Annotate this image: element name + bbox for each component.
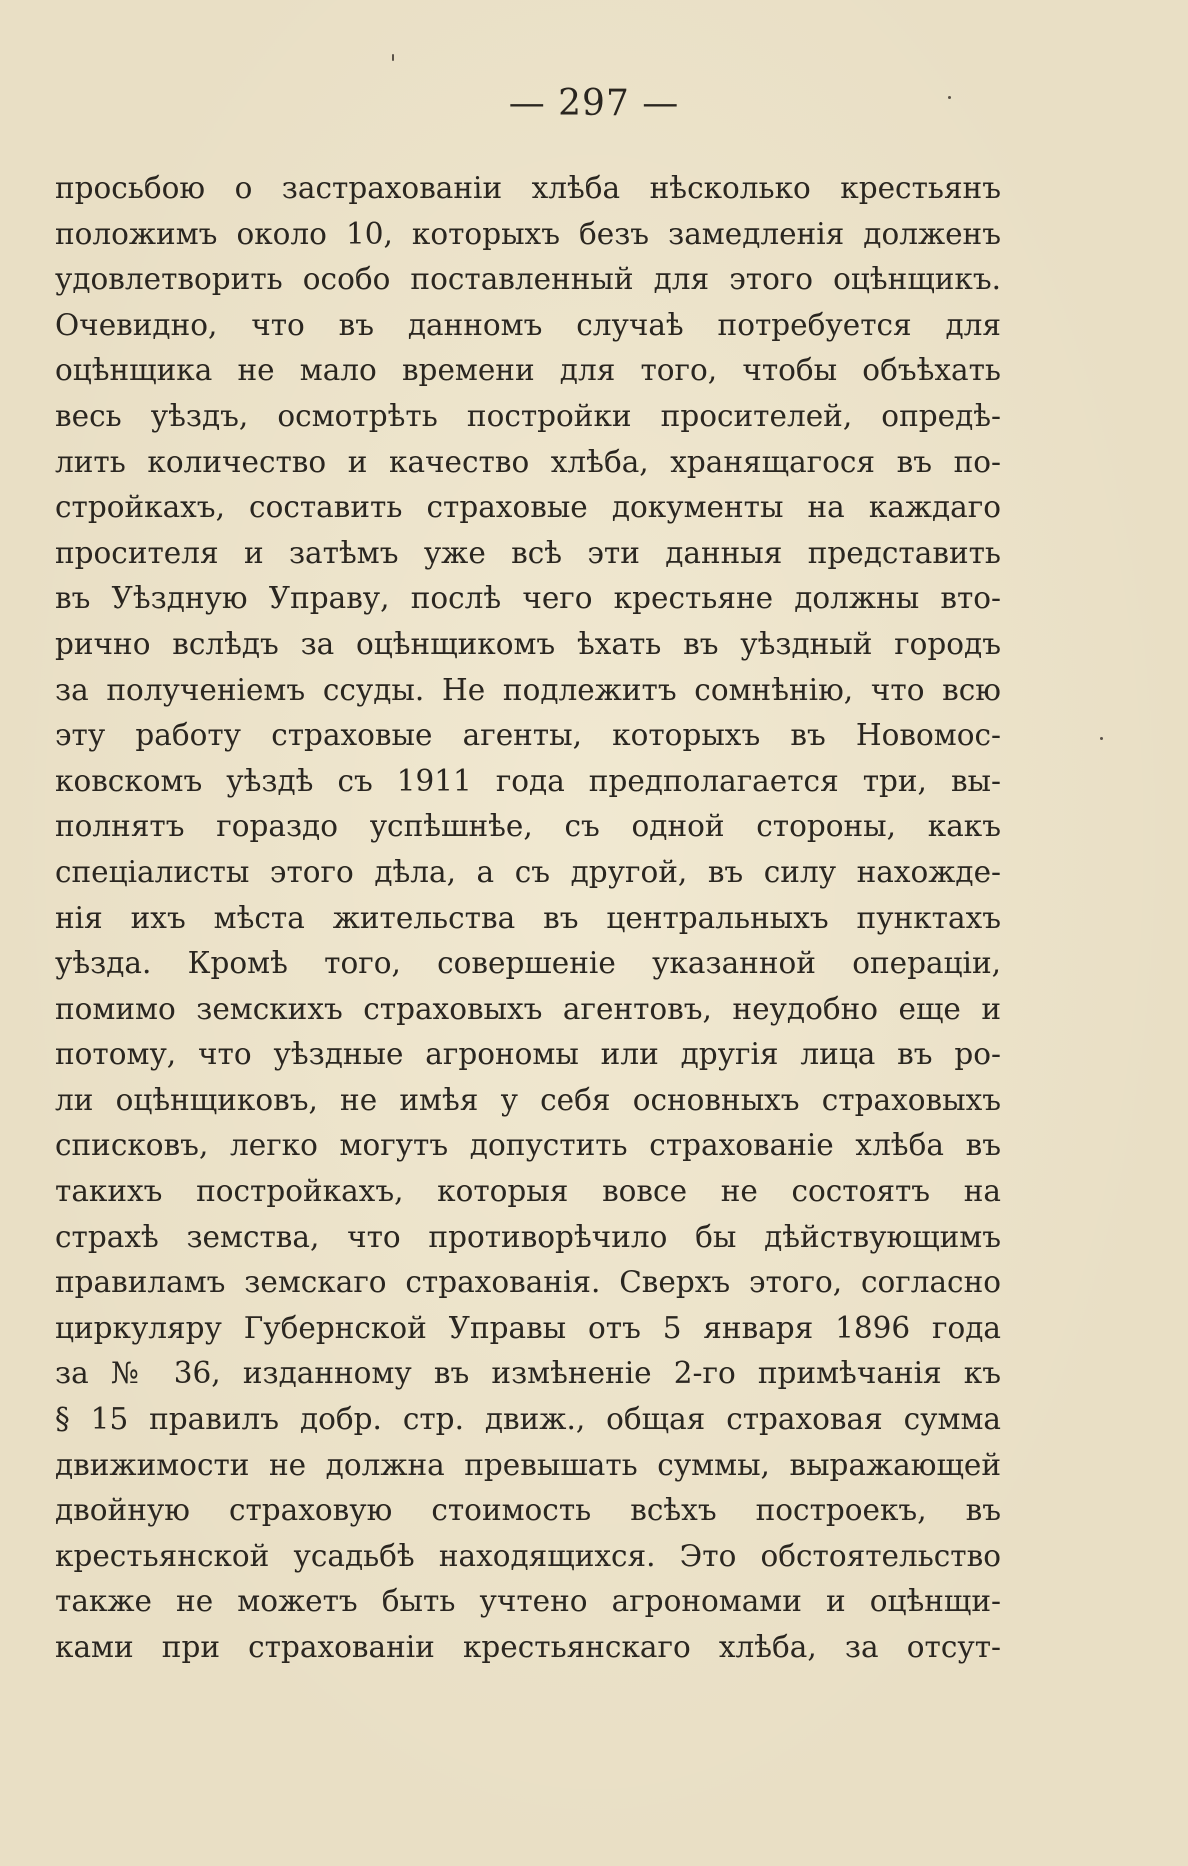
text-line: лить количество и качество хлѣба, хранящагося въ по- xyxy=(55,444,1001,479)
text-line: списковъ, легко могутъ допустить страхованіе хлѣба въ xyxy=(55,1128,1001,1163)
text-line: ли оцѣнщиковъ, не имѣя у себя основныхъ страховыхъ xyxy=(55,1082,1001,1117)
text-line: помимо земскихъ страховыхъ агентовъ, неудобно еще и xyxy=(55,991,1001,1026)
text-line: рично вслѣдъ за оцѣнщикомъ ѣхать въ уѣздный городъ xyxy=(55,626,1001,661)
ink-speck xyxy=(1100,737,1103,740)
text-line: страхѣ земства, что противорѣчило бы дѣйствующимъ xyxy=(55,1219,1001,1254)
text-line: весь уѣздъ, осмотрѣть постройки просителей, опредѣ- xyxy=(55,398,1001,433)
text-line: циркуляру Губернской Управы отъ 5 января 1896 года xyxy=(55,1310,1001,1345)
text-line: въ Уѣздную Управу, послѣ чего крестьяне должны вто- xyxy=(55,581,1001,616)
text-line: ковскомъ уѣздѣ съ 1911 года предполагается три, вы- xyxy=(55,763,1001,798)
text-line: двойную страховую стоимость всѣхъ построекъ, въ xyxy=(55,1493,1001,1528)
text-line: просьбою о застрахованіи хлѣба нѣсколько крестьянъ xyxy=(55,171,1001,205)
text-line: потому, что уѣздные агрономы или другія лица въ ро- xyxy=(55,1037,1001,1072)
text-line: эту работу страховые агенты, которыхъ въ Новомос- xyxy=(55,718,1001,753)
text-line: полнятъ гораздо успѣшнѣе, съ одной стороны, какъ xyxy=(55,809,1001,844)
text-line: § 15 правилъ добр. стр. движ., общая страховая сумма xyxy=(55,1402,1001,1437)
text-line: Очевидно, что въ данномъ случаѣ потребуется для xyxy=(55,307,1001,342)
text-line: также не можетъ быть учтено агрономами и оцѣнщи- xyxy=(55,1584,1001,1619)
text-line: правиламъ земскаго страхованія. Сверхъ этого, согласно xyxy=(55,1265,1001,1300)
text-line: спеціалисты этого дѣла, а съ другой, въ силу нахожде- xyxy=(55,854,1001,889)
body-text xyxy=(55,166,1001,1671)
text-line: ками при страхованіи крестьянскаго хлѣба, за отсут- xyxy=(55,1630,1001,1664)
text-line: за № 36, изданному въ измѣненіе 2-го примѣчанія къ xyxy=(55,1356,1001,1391)
text-line: нія ихъ мѣста жительства въ центральныхъ пунктахъ xyxy=(55,900,1001,935)
text-line: удовлетворить особо поставленный для этого оцѣнщикъ. xyxy=(55,262,1001,297)
text-line: уѣзда. Кромѣ того, совершеніе указанной операціи, xyxy=(55,946,1001,981)
text-line: просителя и затѣмъ уже всѣ эти данныя представить xyxy=(55,535,1001,570)
ink-speck xyxy=(392,54,394,61)
text-line: такихъ постройкахъ, которыя вовсе не состоятъ на xyxy=(55,1174,1001,1209)
text-line: крестьянской усадьбѣ находящихся. Это обстоятельство xyxy=(55,1538,1001,1573)
text-line: за полученіемъ ссуды. Не подлежитъ сомнѣнію, что всю xyxy=(55,672,1001,707)
text-line: оцѣнщика не мало времени для того, чтобы объѣхать xyxy=(55,353,1001,388)
text-line: стройкахъ, составить страховые документы на каждаго xyxy=(55,490,1001,525)
text-line: положимъ около 10, которыхъ безъ замедленія долженъ xyxy=(55,216,1001,251)
page-number: — 297 — xyxy=(508,83,680,124)
text-line: движимости не должна превышать суммы, выражающей xyxy=(55,1447,1001,1482)
